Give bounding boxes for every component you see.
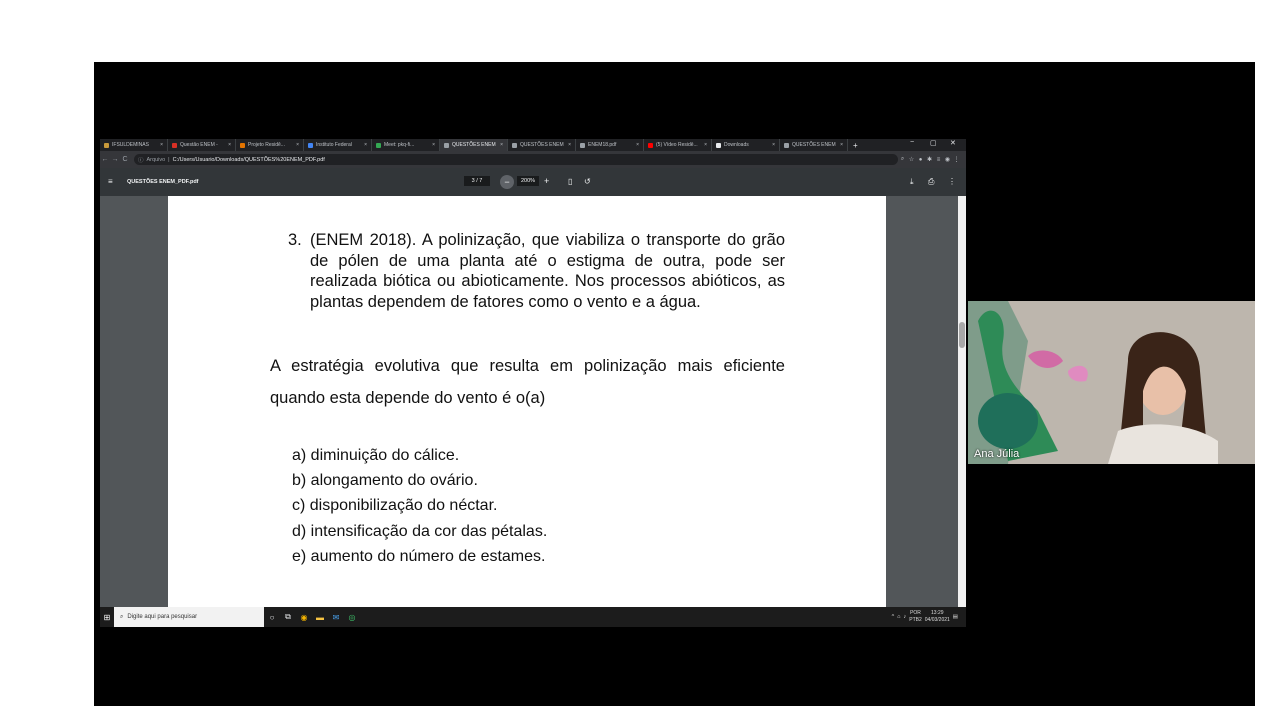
fit-page-icon[interactable]: ▯ bbox=[568, 177, 573, 186]
tab-favicon-icon bbox=[512, 143, 517, 148]
zoom-out-button[interactable]: − bbox=[500, 175, 514, 189]
clock[interactable]: 13:29 04/03/2021 bbox=[924, 610, 950, 623]
browser-menu-icon[interactable]: ⋮ bbox=[953, 157, 960, 163]
close-tab-icon[interactable]: × bbox=[568, 142, 571, 148]
zoom-in-button[interactable]: + bbox=[544, 176, 550, 186]
minimize-button[interactable]: − bbox=[910, 139, 915, 146]
tab-label: QUESTÕES ENEM bbox=[792, 142, 836, 148]
browser-tab[interactable] bbox=[508, 139, 576, 151]
question-text: (ENEM 2018). A polinização, que viabiliza o transporte do grão de pólen de uma planta até o estigma de outra, pode ser realizada biótica ou abioticamente. Nos processos abióticos, as plantas dependem de fatores como o vento e a água. bbox=[310, 231, 785, 311]
notifications-icon[interactable]: ▤ bbox=[952, 614, 958, 620]
tab-label: (5) Vídeo Residê... bbox=[656, 142, 698, 148]
close-tab-icon[interactable]: × bbox=[840, 142, 843, 148]
close-tab-icon[interactable]: × bbox=[296, 142, 299, 148]
close-tab-icon[interactable]: × bbox=[228, 142, 231, 148]
tab-favicon-icon bbox=[104, 143, 109, 148]
puzzle-icon[interactable]: ✱ bbox=[926, 157, 933, 163]
extension-icon[interactable]: ● bbox=[918, 156, 923, 163]
rotate-icon[interactable]: ↺ bbox=[584, 177, 591, 186]
close-tab-icon[interactable]: × bbox=[636, 142, 639, 148]
windows-start-icon[interactable]: ⊞ bbox=[103, 612, 111, 622]
bookmark-star-icon[interactable]: ☆ bbox=[908, 157, 915, 163]
option-c: c) disponibilização do néctar. bbox=[292, 497, 498, 515]
volume-icon[interactable]: ♪ bbox=[903, 614, 907, 620]
question-lead: A estratégia evolutiva que resulta em polinização mais eficiente quando esta depende do vento é o(a) bbox=[270, 357, 785, 407]
taskbar-search[interactable] bbox=[114, 607, 264, 627]
tab-favicon-icon bbox=[308, 143, 313, 148]
task-view-icon[interactable]: ⧉ bbox=[285, 612, 291, 621]
option-b: b) alongamento do ovário. bbox=[292, 472, 478, 490]
network-icon[interactable]: ⌂ bbox=[897, 614, 901, 620]
url-text: C:/Users/Usuario/Downloads/QUESTÕES%20ENEM_PDF.pdf bbox=[172, 156, 325, 163]
tab-favicon-icon bbox=[376, 143, 381, 148]
browser-tab[interactable] bbox=[100, 139, 168, 151]
back-icon[interactable]: ← bbox=[101, 156, 109, 163]
participant-video bbox=[968, 301, 1255, 464]
browser-tab-bar bbox=[100, 139, 966, 151]
maximize-button[interactable]: ▢ bbox=[930, 140, 937, 147]
browser-tab[interactable] bbox=[304, 139, 372, 151]
search-icon: ⌕ bbox=[120, 613, 124, 620]
browser-tab[interactable] bbox=[644, 139, 712, 151]
browser-tab[interactable] bbox=[236, 139, 304, 151]
security-label: Arquivo bbox=[146, 156, 166, 163]
tab-label: ENEM18.pdf bbox=[588, 142, 617, 148]
close-tab-icon[interactable]: × bbox=[772, 142, 775, 148]
tab-favicon-icon bbox=[784, 143, 789, 148]
whatsapp-icon[interactable]: ◎ bbox=[348, 612, 356, 622]
tab-favicon-icon bbox=[716, 143, 721, 148]
browser-tab[interactable] bbox=[576, 139, 644, 151]
tab-favicon-icon bbox=[580, 143, 585, 148]
mail-icon[interactable]: ✉ bbox=[332, 612, 340, 622]
browser-tab[interactable] bbox=[780, 139, 848, 151]
option-a: a) diminuição do cálice. bbox=[292, 447, 460, 464]
cortana-icon[interactable]: ○ bbox=[269, 612, 275, 622]
browser-tab[interactable] bbox=[168, 139, 236, 151]
tab-label: Instituto Federal bbox=[316, 142, 352, 148]
search-placeholder: Digite aqui para pesquisar bbox=[127, 614, 198, 620]
address-bar bbox=[100, 151, 966, 168]
profile-icon[interactable]: ◉ bbox=[944, 157, 951, 163]
video-frame bbox=[968, 301, 1255, 464]
tab-label: Downloads bbox=[724, 142, 749, 148]
forward-icon[interactable]: → bbox=[111, 156, 119, 163]
pdf-scrollbar[interactable] bbox=[958, 196, 966, 607]
hamburger-menu-icon[interactable]: ≡ bbox=[108, 177, 113, 186]
browser-tab[interactable] bbox=[372, 139, 440, 151]
tab-label: QUESTÕES ENEM bbox=[452, 142, 496, 148]
pdf-toolbar bbox=[100, 168, 966, 196]
tab-label: IFSULDEMINAS bbox=[112, 142, 149, 148]
tab-label: QUESTÕES ENEM bbox=[520, 142, 564, 148]
url-field[interactable]: ⓘ Arquivo | C:/Users/Usuario/Downloads/QUESTÕES%20ENEM_PDF.pdf bbox=[134, 154, 898, 165]
tab-label: Projeto Residê... bbox=[248, 142, 285, 148]
language-indicator[interactable]: POR PTB2 bbox=[909, 610, 922, 623]
option-d: d) intensificação da cor das pétalas. bbox=[292, 522, 548, 540]
pdf-page bbox=[168, 196, 886, 607]
zoom-icon[interactable]: ⌕ bbox=[900, 156, 905, 162]
pdf-viewer[interactable] bbox=[100, 196, 966, 607]
page-indicator[interactable]: 3 / 7 bbox=[464, 176, 490, 186]
file-explorer-icon[interactable]: ▬ bbox=[316, 612, 324, 622]
chrome-icon[interactable]: ◉ bbox=[300, 612, 308, 622]
tab-favicon-icon bbox=[240, 143, 245, 148]
windows-taskbar bbox=[100, 607, 966, 627]
system-tray bbox=[892, 610, 966, 624]
browser-tab[interactable] bbox=[440, 139, 508, 151]
tab-favicon-icon bbox=[648, 143, 653, 148]
print-icon[interactable]: ⎙ bbox=[928, 177, 935, 186]
file-info-icon: ⓘ bbox=[138, 157, 144, 164]
scrollbar-thumb[interactable] bbox=[959, 322, 965, 348]
question-number: 3. bbox=[288, 231, 302, 249]
tab-label: Questão ENEM - bbox=[180, 142, 218, 148]
new-tab-button[interactable]: + bbox=[853, 140, 858, 150]
close-tab-icon[interactable]: × bbox=[432, 142, 435, 148]
tab-favicon-icon bbox=[172, 143, 177, 148]
media-icon[interactable]: ≡ bbox=[936, 156, 941, 163]
more-options-icon[interactable]: ⋮ bbox=[948, 177, 956, 186]
download-icon[interactable]: ⤓ bbox=[910, 177, 914, 186]
tray-chevron-icon[interactable]: ^ bbox=[891, 614, 895, 620]
close-tab-icon[interactable]: × bbox=[500, 142, 503, 148]
close-tab-icon[interactable]: × bbox=[364, 142, 367, 148]
zoom-level[interactable]: 200% bbox=[517, 176, 539, 186]
tab-favicon-icon bbox=[444, 143, 449, 148]
close-tab-icon[interactable]: × bbox=[704, 142, 707, 148]
tab-label: Meet: pkq-fi... bbox=[384, 142, 415, 148]
close-tab-icon[interactable]: × bbox=[160, 142, 163, 148]
answer-options bbox=[292, 443, 547, 569]
browser-tab[interactable] bbox=[712, 139, 780, 151]
participant-name: Ana Júlia bbox=[974, 448, 1020, 460]
option-e: e) aumento do número de estames. bbox=[292, 547, 546, 565]
reload-icon[interactable]: C bbox=[122, 156, 128, 163]
close-window-button[interactable]: ✕ bbox=[950, 140, 956, 147]
pdf-filename: QUESTÕES ENEM_PDF.pdf bbox=[127, 179, 199, 185]
